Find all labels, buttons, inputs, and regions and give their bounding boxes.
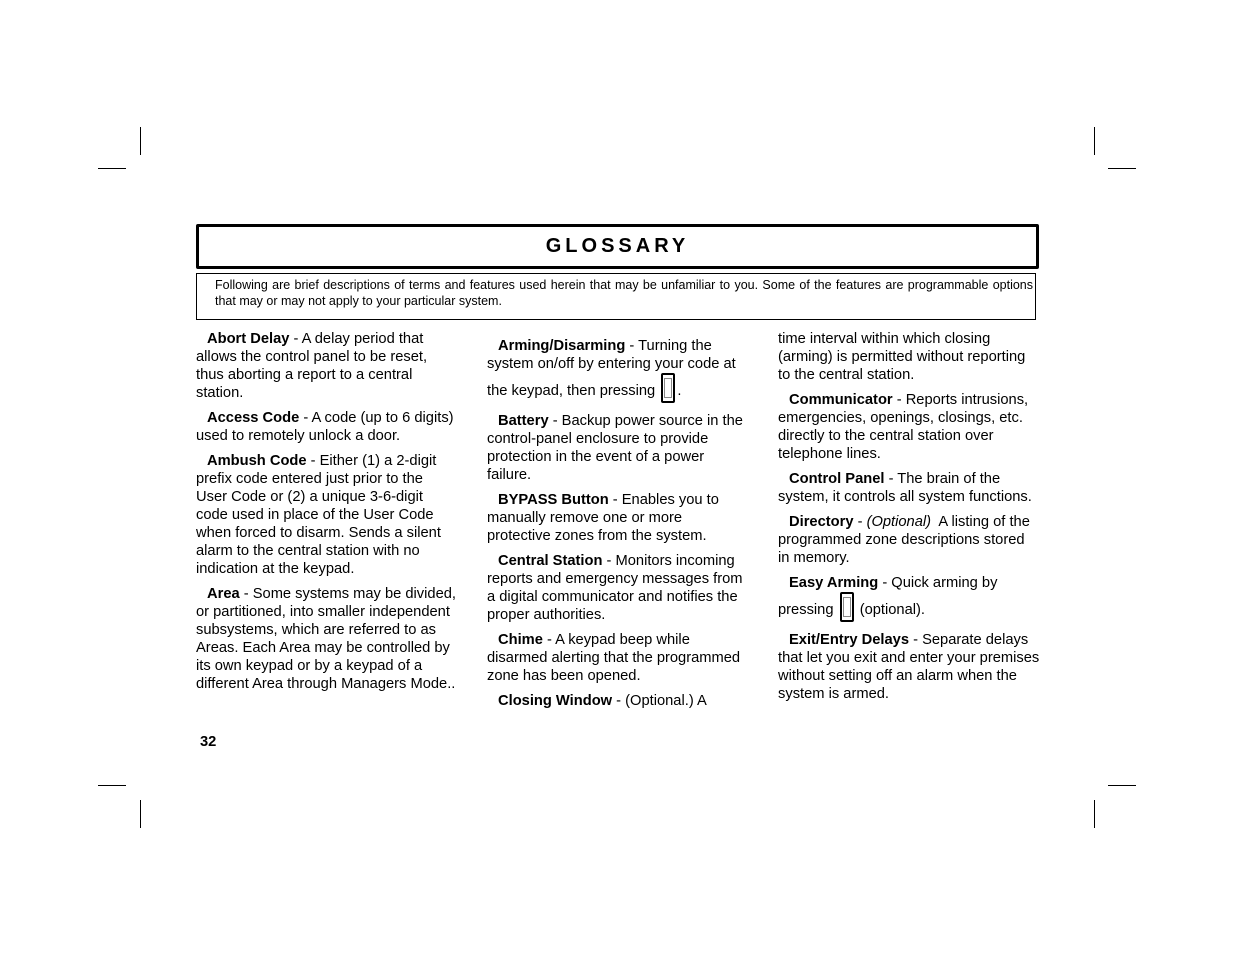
entry-term: Abort Delay [207,331,290,347]
glossary-entry-closing-window-continued [778,330,1040,384]
entry-text: - Backup power source in the control-panel enclosure to provide protection in the event of a power failure. [487,413,743,483]
entry-term: Easy Arming [789,575,879,591]
glossary-entry-abort-delay [196,330,458,402]
entry-text-after: . [677,383,682,399]
glossary-entry-chime [487,631,749,685]
glossary-entry-central-station [487,552,749,624]
entry-term: Directory [789,514,854,530]
entry-text: - Enables you to manually remove one or more protective zones from the system. [487,492,719,544]
column-1 [196,330,458,700]
glossary-entry-easy-arming [778,574,1040,622]
glossary-entry-bypass-button [487,491,749,545]
entry-text: - (Optional.) A [612,693,707,709]
entry-text: - Turning the system on/off by entering your code at the keypad, then pressing [487,338,736,399]
entry-text: - The brain of the system, it controls all system functions. [778,471,1032,505]
glossary-entry-control-panel [778,470,1040,506]
column-2 [487,337,749,717]
entry-term: Chime [498,632,543,648]
glossary-entry-arming-disarming [487,337,749,403]
glossary-entry-area [196,585,458,693]
glossary-entry-access-code [196,409,458,445]
entry-text: - A keypad beep while disarmed alerting that the programmed zone has been opened. [487,632,741,684]
entry-term: Exit/Entry Delays [789,632,910,648]
entry-optional: (Optional) [866,514,932,530]
crop-mark [1094,127,1095,155]
entry-text: A listing of the programmed zone descriptions stored in memory. [778,514,1034,566]
entry-text: - Some systems may be divided, or partitioned, into smaller independent subsystems, which are referred to as Areas. Each Area may be controlled by its own keypad or by a keypad of a different Area through Managers Mode.. [196,586,456,692]
entry-sep: - [853,514,867,530]
entry-text: time interval within which closing (arming) is permitted without reporting to the central station. [778,331,1026,383]
entry-text-after: (optional). [855,602,926,618]
crop-mark [1108,785,1136,786]
entry-text: - Monitors incoming reports and emergency messages from a digital communicator and notifies the proper authorities. [487,553,743,623]
entry-text: - Either (1) a 2-digit prefix code entered just prior to the User Code or (2) a unique 3-6-digit code used in place of the User Code when forced to disarm. Sends a silent alarm to the central station with no indication at the keypad. [196,453,441,577]
entry-term: Arming/Disarming [498,338,626,354]
entry-text: - A code (up to 6 digits) used to remotely unlock a door. [196,410,454,444]
glossary-entry-exit-entry-delays [778,631,1040,703]
glossary-entry-closing-window [487,692,749,710]
entry-text: - A delay period that allows the control panel to be reset, thus aborting a report to a central station. [196,331,428,401]
entry-term: Closing Window [498,693,613,709]
glossary-entry-ambush-code [196,452,458,578]
crop-mark [98,785,126,786]
entry-text: - Quick arming by pressing [778,575,998,618]
intro-box [196,273,1036,320]
glossary-entry-battery [487,412,749,484]
crop-mark [140,800,141,828]
entry-term: BYPASS Button [498,492,609,508]
crop-mark [1108,168,1136,169]
entry-term: Central Station [498,553,603,569]
entry-text: - Separate delays that let you exit and enter your premises without setting off an alarm when the system is armed. [778,632,1040,702]
entry-term: Communicator [789,392,893,408]
entry-term: Access Code [207,410,300,426]
entry-term: Ambush Code [207,453,307,469]
intro-text: Following are brief descriptions of terms and features used herein that may be unfamiliar to you. Some of the features are programmable options that may or may not apply to your particular system. [215,278,1033,308]
entry-term: Battery [498,413,549,429]
title-box [196,224,1039,269]
glossary-entry-directory [778,513,1040,567]
on-off-key-icon [840,592,854,622]
crop-mark [1094,800,1095,828]
crop-mark [140,127,141,155]
entry-term: Control Panel [789,471,885,487]
entry-text: - Reports intrusions, emergencies, openings, closings, etc. directly to the central station over telephone lines. [778,392,1029,462]
crop-mark [98,168,126,169]
on-off-key-icon [661,373,675,403]
page-number: 32 [200,734,217,750]
entry-term: Area [207,586,240,602]
column-3 [778,330,1040,710]
glossary-entry-communicator [778,391,1040,463]
page-title: GLOSSARY [545,235,690,257]
